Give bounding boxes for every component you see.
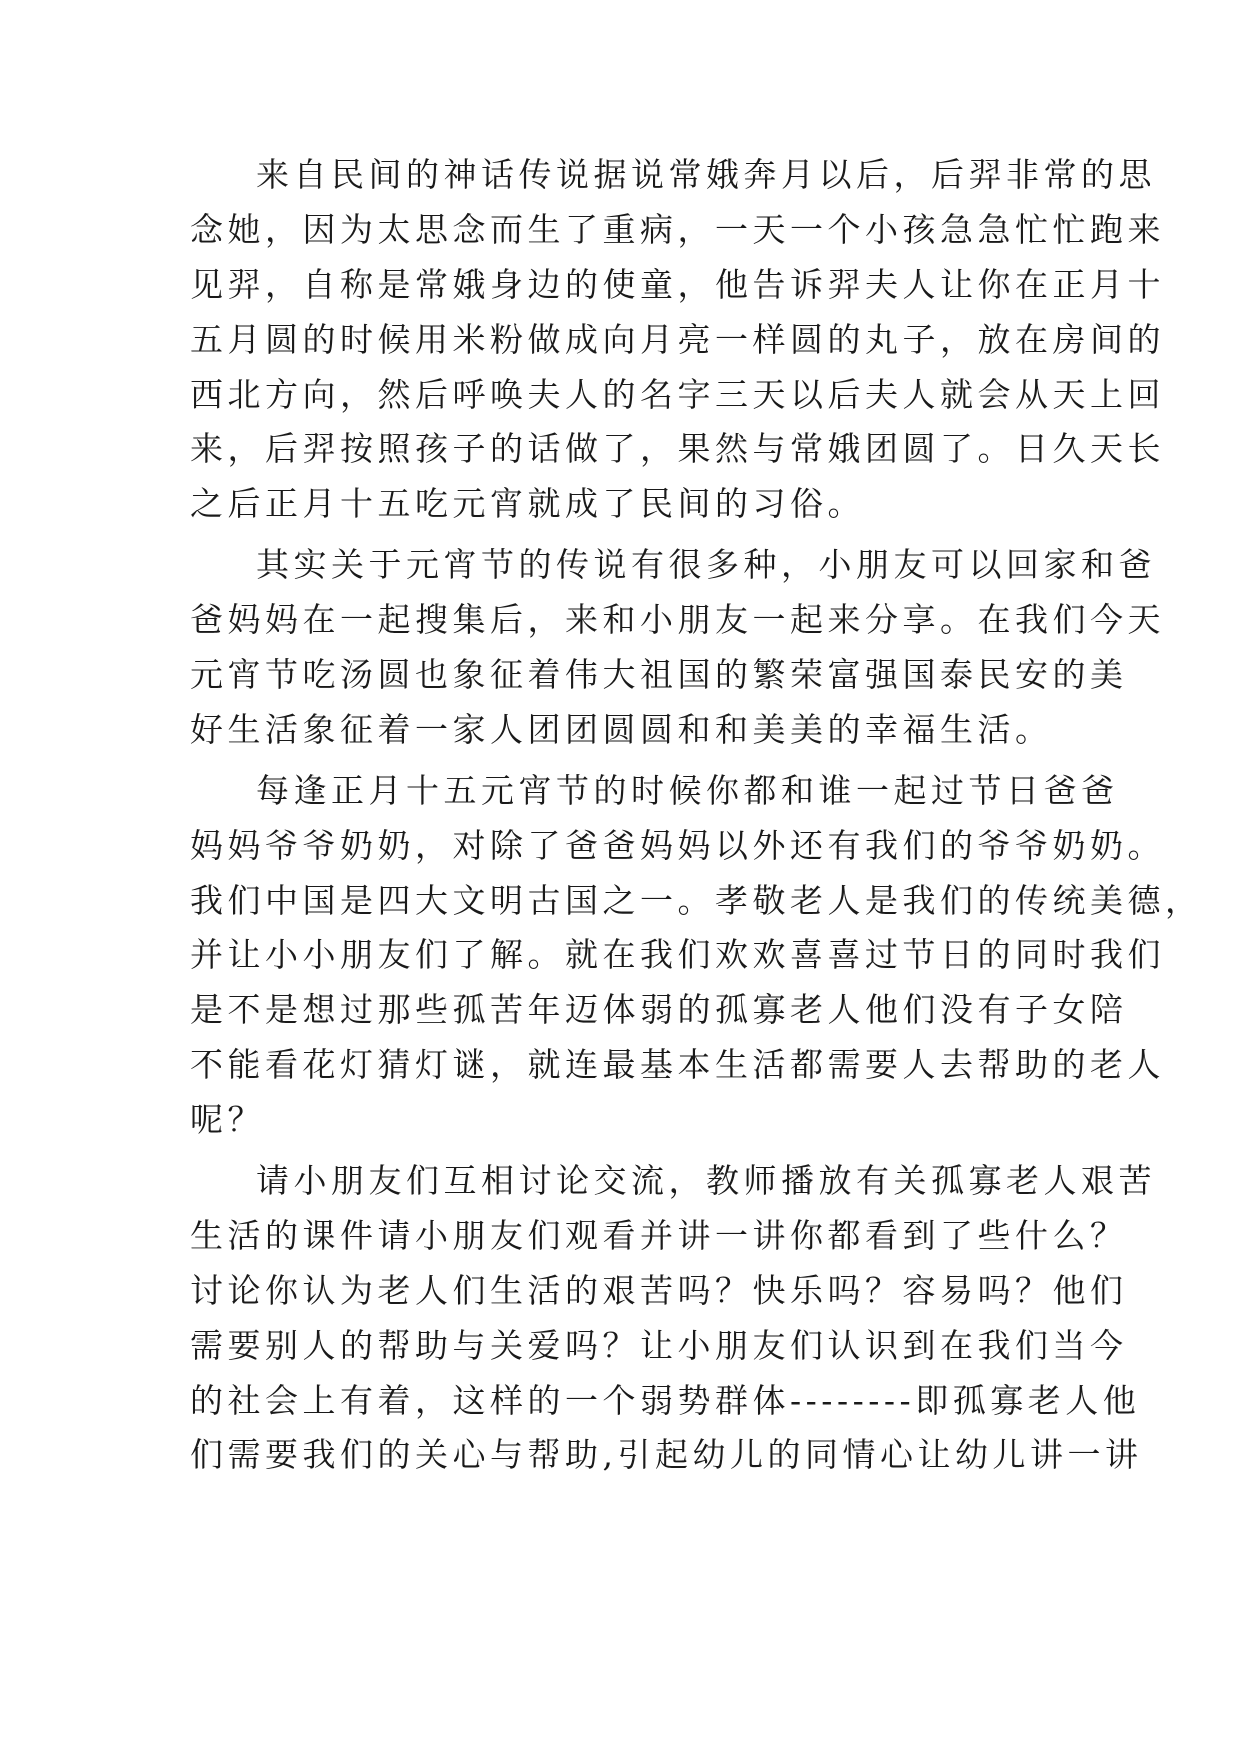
paragraph-line: 是不是想过那些孤苦年迈体弱的孤寡老人他们没有子女陪 [190,990,1128,1030]
paragraph-line: 的社会上有着，这样的一个弱势群体--------即孤寡老人他 [190,1380,1141,1420]
paragraph [190,1154,1156,1483]
paragraph-line: 每逢正月十五元宵节的时候你都和谁一起过节日爸爸 [256,770,1119,810]
paragraph-line: 元宵节吃汤圆也象征着伟大祖国的繁荣富强国泰民安的美 [190,655,1128,695]
paragraph [190,538,1165,758]
paragraph-line: 并让小小朋友们了解。就在我们欢欢喜喜过节日的同时我们 [190,935,1165,975]
paragraph-line: 好生活象征着一家人团团圆圆和和美美的幸福生活。 [190,709,1053,749]
paragraph [190,764,1203,1148]
paragraph-line: 生活的课件请小朋友们观看并讲一讲你都看到了些什么？ [190,1215,1128,1255]
paragraph-line: 们需要我们的关心与帮助,引起幼儿的同情心让幼儿讲一讲 [190,1435,1143,1475]
paragraph-line: 需要别人的帮助与关爱吗？让小朋友们认识到在我们当今 [190,1325,1128,1365]
paragraph-line: 请小朋友们互相讨论交流，教师播放有关孤寡老人艰苦 [256,1161,1156,1201]
paragraph-line: 来，后羿按照孩子的话做了，果然与常娥团圆了。日久天长 [190,429,1165,469]
paragraph-line: 爸妈妈在一起搜集后，来和小朋友一起来分享。在我们今天 [190,600,1165,640]
paragraph-line: 见羿，自称是常娥身边的使童，他告诉羿夫人让你在正月十 [190,264,1165,304]
paragraph-line: 之后正月十五吃元宵就成了民间的习俗。 [190,484,865,524]
paragraph-line: 念她，因为太思念而生了重病，一天一个小孩急急忙忙跑来 [190,209,1165,249]
paragraph [190,148,1165,532]
paragraph-line: 来自民间的神话传说据说常娥奔月以后，后羿非常的思 [256,155,1156,194]
paragraph-line: 五月圆的时候用米粉做成向月亮一样圆的丸子，放在房间的 [190,319,1165,359]
paragraph-line: 不能看花灯猜灯谜，就连最基本生活都需要人去帮助的老人 [190,1045,1165,1085]
paragraph-line: 妈妈爷爷奶奶，对除了爸爸妈妈以外还有我们的爷爷奶奶。 [190,825,1165,865]
paragraph-line: 讨论你认为老人们生活的艰苦吗？快乐吗？容易吗？他们 [190,1270,1128,1310]
paragraph-line: 我们中国是四大文明古国之一。孝敬老人是我们的传统美德， [190,880,1203,920]
document-body [190,148,1203,1483]
paragraph-line: 其实关于元宵节的传说有很多种，小朋友可以回家和爸 [256,545,1156,585]
paragraph-line: 西北方向，然后呼唤夫人的名字三天以后夫人就会从天上回 [190,374,1165,414]
paragraph-line: 呢？ [190,1100,265,1140]
